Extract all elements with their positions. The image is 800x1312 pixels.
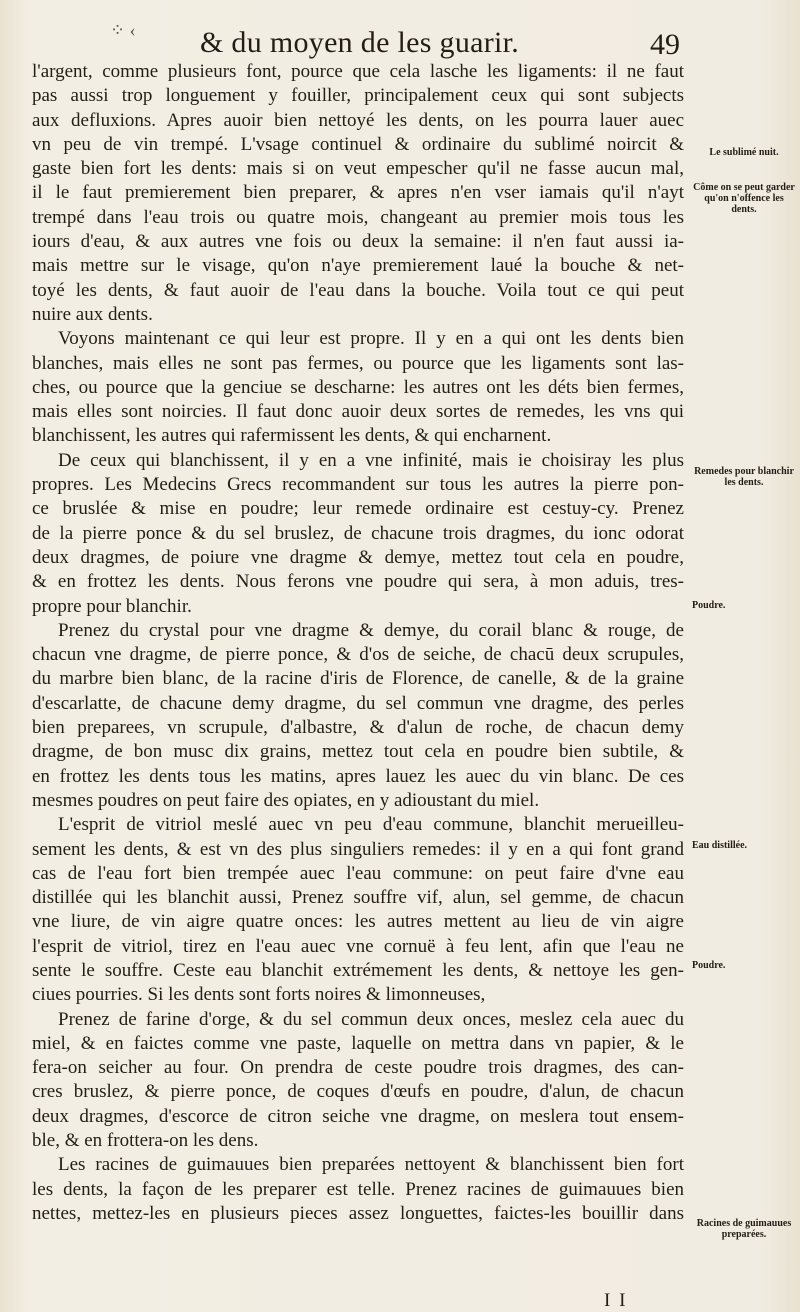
text-line: Les racines de guimauues bien preparées nettoyent & blanchissent bien fort (58, 1154, 684, 1176)
text-line: nettes, mettez-les en plusieurs pieces assez longuettes, faictes-les bouillir dans (32, 1202, 684, 1224)
text-line: aux defluxions. Apres auoir bien nettoyé les dents, on les pourra lauer auec (32, 109, 684, 131)
text-line: iours d'eau, & aux autres vne fois ou deux la semaine: il n'en faut aussi ia- (32, 231, 684, 253)
text-line: il le faut premierement bien preparer, & apres n'en vser iamais qu'il n'ayt (32, 182, 684, 204)
text-line: ches, ou pource que la genciue se descharne: les autres ont les déts bien fermes, (32, 376, 684, 398)
text-line: Prenez de farine d'orge, & du sel commun deux onces, meslez cela auec du (58, 1008, 684, 1030)
margin-note: Remedes pour blanchir les dents. (694, 466, 794, 488)
text-line: gaste bien fort les dents: mais si on veut empescher qu'il ne fasse aucun mal, (32, 158, 684, 180)
text-line: deux dragmes, de poiure vne dragme & demye, mettez tout cela en poudre, (32, 546, 684, 568)
margin-note: Poudre. (692, 960, 726, 971)
text-line: distillée qui les blanchit aussi, Prenez souffre vif, alun, sel gemme, de chacun (32, 887, 684, 909)
text-line: cas de l'eau fort bien trempée auec l'eau commune: on peut faire d'vne eau (32, 862, 684, 884)
text-line: l'argent, comme plusieurs font, pource que cela lasche les ligaments: il ne faut (32, 61, 684, 82)
text-line: De ceux qui blanchissent, il y en a vne infinité, mais ie choisiray les plus (58, 449, 684, 471)
text-line: cres bruslez, & pierre ponce, de coques d'œufs en poudre, d'alun, de chacun (32, 1081, 684, 1103)
margin-note: Racines de guimauues preparées. (696, 1218, 792, 1240)
text-line: dragme, de bon musc dix grains, mettez tout cela en poudre bien subtile, & (32, 741, 684, 763)
text-line: en frottez les dents tous les matins, apres lauez les auec du vin blanc. De ces (32, 765, 684, 787)
margin-note: Côme on se peut garder qu'on n'offence les dents. (693, 182, 795, 215)
text-line: nuire aux dents. (32, 303, 153, 325)
text-line: propre pour blanchir. (32, 595, 192, 617)
text-line: propres. Les Medecins Grecs recommandent sur tous les autres la pierre pon- (32, 474, 684, 496)
signature-mark: I I (604, 1290, 628, 1311)
text-line: ciues pourries. Si les dents sont forts noires & limonneuses, (32, 984, 486, 1006)
text-line: L'esprit de vitriol meslé auec vn peu d'eau commune, blanchit merueilleu- (58, 814, 684, 836)
text-line: Prenez du crystal pour vne dragme & demye, du corail blanc & rouge, de (58, 619, 684, 641)
text-line: blanchissent, les autres qui rafermissent les dents, & qui encharnent. (32, 425, 552, 447)
margin-note: Poudre. (692, 600, 726, 611)
text-line: miel, & en faictes comme vne paste, laquelle on mettra dans vn papier, & le (32, 1032, 684, 1054)
text-line: mesmes poudres on peut faire des opiates, en y adioustant du miel. (32, 789, 540, 811)
text-line: sement les dents, & est vn des plus singuliers remedes: il y en a qui font grand (32, 838, 684, 860)
running-title: & du moyen de les guarir. (200, 26, 520, 59)
text-line: sente le souffre. Ceste eau blanchit extrémement les dents, & nettoye les gen- (32, 959, 684, 981)
body-text (32, 60, 684, 1226)
text-line: chacun vne dragme, de pierre ponce, & d'os de seiche, de chacū deux scrupules, (32, 644, 684, 666)
text-line: mais elles sont noircies. Il faut donc auoir deux sortes de remedes, les vns qui (32, 401, 684, 423)
text-line: de la pierre ponce & du sel bruslez, de chacune trois dragmes, du ionc odorat (32, 522, 684, 544)
text-line: ce bruslée & mise en poudre; leur remede ordinaire est cestuy-cy. Prenez (32, 498, 684, 520)
text-line: vn peu de vin trempé. L'vsage continuel & ordinaire du sublimé noircit & (32, 133, 684, 155)
text-line: les dents, la façon de les preparer est telle. Prenez racines de guimauues bien (32, 1178, 684, 1200)
text-line: mais mettre sur le visage, qu'on n'aye premierement laué la bouche & net- (32, 255, 684, 277)
page-number: 49 (650, 28, 680, 61)
text-line: fera-on seicher au four. On prendra de ceste poudre trois dragmes, des can- (32, 1057, 684, 1079)
text-line: blanches, mais elles ne sont pas fermes, ou pource que les ligaments sont las- (32, 352, 684, 374)
text-line: toyé les dents, & faut auoir de l'eau dans la bouche. Voila tout ce qui peut (32, 279, 684, 301)
text-line: du marbre bien blanc, de la racine d'iris de Florence, de canelle, & de la graine (32, 668, 684, 690)
header-ornament: ⁘ ‹ (110, 20, 136, 40)
text-line: bien preparees, vn scrupule, d'albastre, & d'alun de roche, de chacun demy (32, 717, 684, 739)
text-line: Voyons maintenant ce qui leur est propre. Il y en a qui ont les dents bien (58, 328, 684, 350)
margin-note: Eau distillée. (692, 840, 748, 851)
text-line: deux dragmes, d'escorce de citron seiche vne dragme, on meslera tout ensem- (32, 1105, 684, 1127)
text-line: trempé dans l'eau trois ou quatre mois, changeant au premier mois tous les (32, 206, 684, 228)
text-line: ble, & en frottera-on les dens. (32, 1130, 259, 1152)
text-line: pas aussi trop longuement y fouiller, principalement ceux qui sont subjects (32, 85, 684, 107)
text-line: vne liure, de vin aigre quatre onces: les autres mettent au lieu de vin aigre (32, 911, 684, 933)
text-line: l'esprit de vitriol, tirez en l'eau auec vne cornuë à feu lent, afin que l'eau ne (32, 935, 684, 957)
text-line: d'escarlatte, de chacune demy dragme, du sel commun vne dragme, des perles (32, 692, 684, 714)
text-line: & en frottez les dents. Nous ferons vne poudre qui sera, à mon aduis, tres- (32, 571, 684, 593)
margin-note: Le sublimé nuit. (709, 147, 779, 158)
